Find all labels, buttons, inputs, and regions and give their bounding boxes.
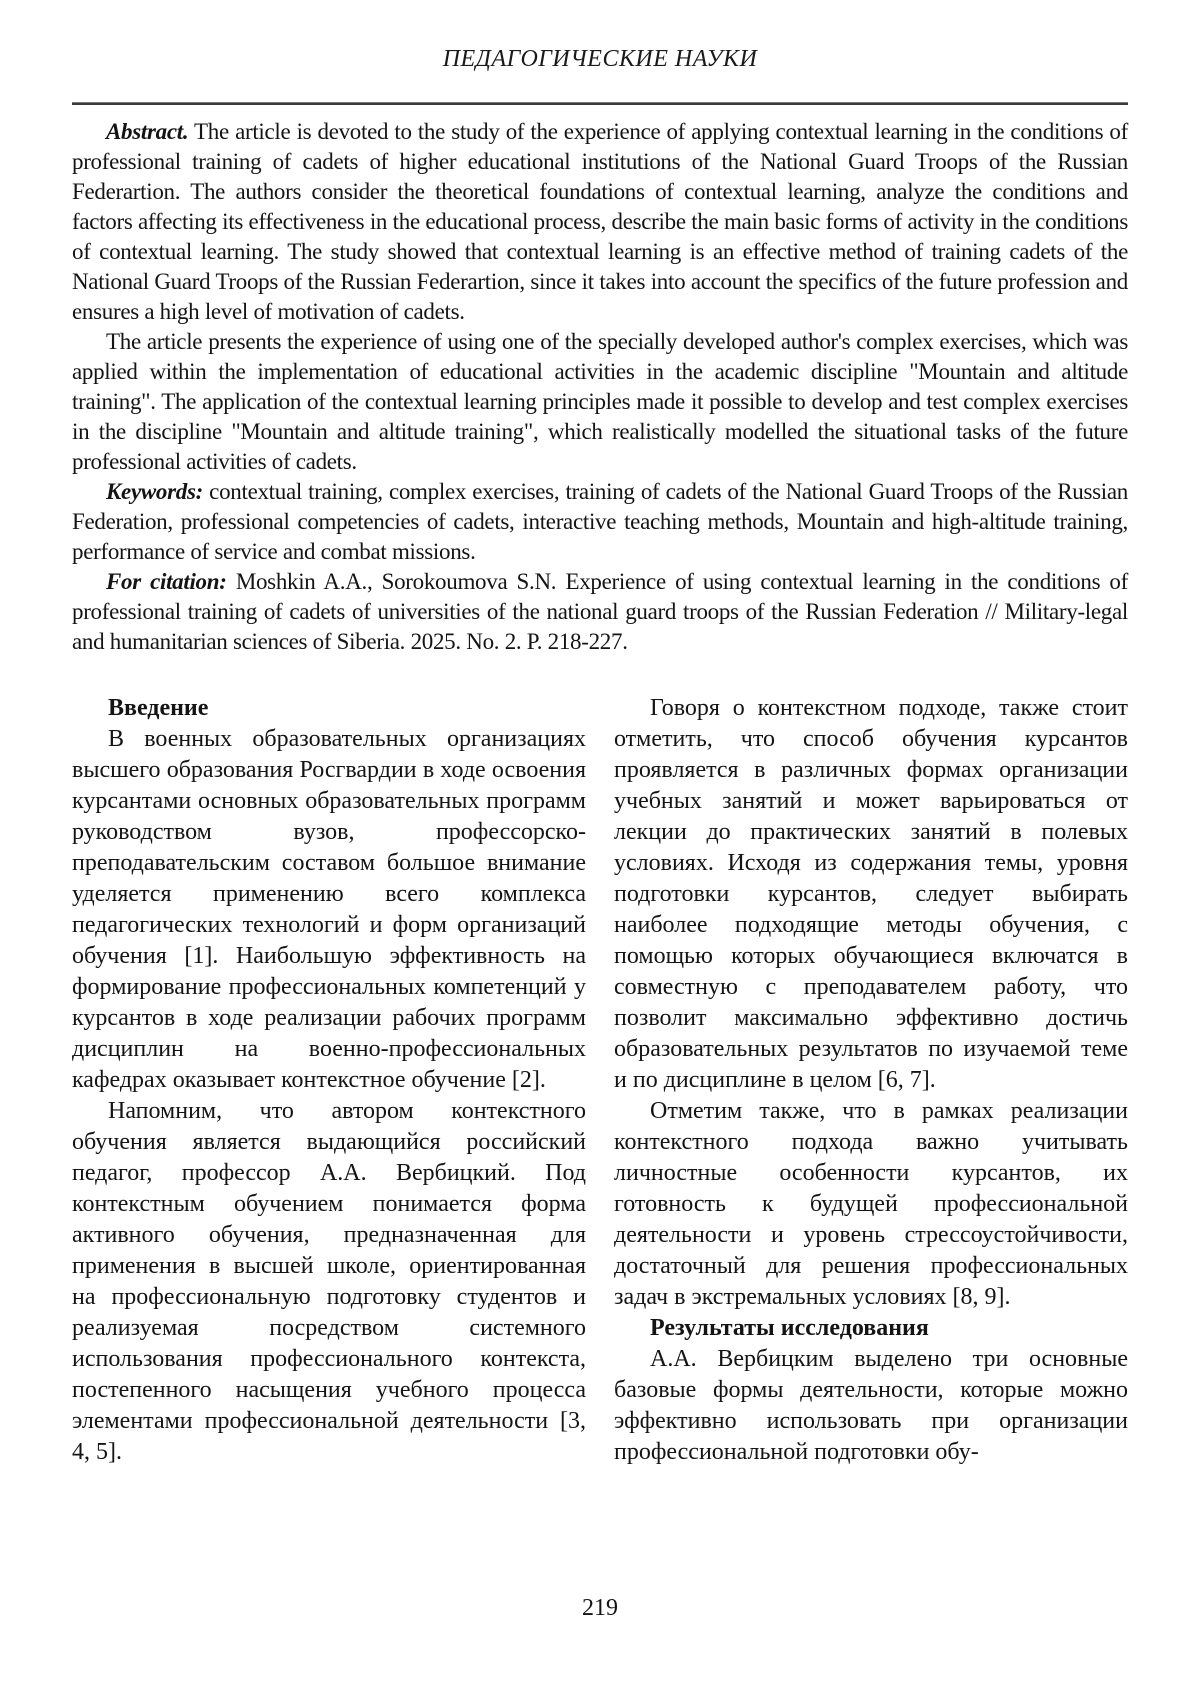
running-head: ПЕДАГОГИЧЕСКИЕ НАУКИ <box>442 46 758 72</box>
keywords-paragraph <box>72 477 1128 567</box>
right-column <box>614 693 1128 1468</box>
experience-paragraph: The article presents the experience of using one of the specially developed author's complex exercises, which was applied within the implementation of educational activities in the academic discipline "Mountain and altitude training". The application of the contextual learning principles made it possible to develop and test complex exercises in the discipline "Mountain and altitude training", which realistically modelled the situational tasks of the future professional activities of cadets. <box>72 329 1128 474</box>
right-paragraph-2: Отметим также, что в рамках реализации контекстного подхода важно учитывать личностные особенности курсантов, их готовность к будущей профессиональной деятельности и уровень стрессоустойчивости, достаточный для решения профессиональных задач в экстремальных условиях [8, 9]. <box>614 1098 1128 1310</box>
left-column <box>72 693 586 1468</box>
right-paragraph-3: А.А. Вербицким выделено три основные базовые формы деятельности, которые можно эффективно использовать при организации профессиональной подготовки обу- <box>614 1346 1128 1465</box>
right-paragraph-1: Говоря о контекстном подходе, также стоит отметить, что способ обучения курсантов проявляется в различных формах организации учебных занятий и может варьироваться от лекции до практических занятий в полевых условиях. Исходя из содержания темы, уровня подготовки курсантов, следует выбирать наиболее подходящие методы обучения, с помощью которых обучающиеся включатся в совместную с преподавателем работу, что позволит максимально эффективно достичь образовательных результатов по изучаемой теме и по дисциплине в целом [6, 7]. <box>614 695 1128 1093</box>
citation-paragraph <box>72 567 1128 657</box>
left-paragraph-1: В военных образовательных организациях высшего образования Росгвардии в ходе освоения курсантами основных образовательных программ руководством вузов, профессорско-преподавательским составом большое внимание уделяется применению всего комплекса педагогических технологий и форм организаций обучения [1]. Наибольшую эффективность на формирование профессиональных компетенций у курсантов в ходе реализации рабочих программ дисциплин на военно-профессиональных кафедрах оказывает контекстное обучение [2]. <box>72 726 586 1093</box>
abstract-paragraph <box>72 117 1128 327</box>
left-paragraph-2: Напомним, что автором контекстного обучения является выдающийся российский педагог, профессор А.А. Вербицкий. Под контекстным обучением понимается форма активного обучения, предназначенная для применения в высшей школе, ориентированная на профессиональную подготовку студентов и реализуемая посредством системного использования профессионального контекста, постепенного насыщения учебного процесса элементами профессиональной деятельности [3, 4, 5]. <box>72 1098 586 1465</box>
results-heading: Результаты исследования <box>650 1315 929 1341</box>
abstract-label: Abstract. <box>106 119 189 144</box>
page-number: 219 <box>582 1595 618 1621</box>
citation-label: For citation: <box>106 569 227 594</box>
abstract-text: The article is devoted to the study of the experience of applying contextual learning in the conditions of professional training of cadets of higher educational institutions of the National Guard Troops of the Russian Federartion. The authors consider the theoretical foundations of contextual learning, analyze the conditions and factors affecting its effectiveness in the educational process, describe the main basic forms of activity in the conditions of contextual learning. The study showed that contextual learning is an effective method of training cadets of the National Guard Troops of the Russian Federartion, since it takes into account the specifics of the future profession and ensures a high level of motivation of cadets. <box>72 119 1128 324</box>
front-matter <box>72 117 1128 657</box>
header-rule <box>72 102 1128 105</box>
introduction-heading: Введение <box>108 695 209 721</box>
citation-text: Moshkin A.A., Sorokoumova S.N. Experience of using contextual learning in the conditions of professional training of cadets of universities of the national guard troops of the Russian Federation // Military-legal and humanitarian sciences of Siberia. 2025. No. 2. P. 218-227. <box>72 569 1128 654</box>
keywords-text: contextual training, complex exercises, training of cadets of the National Guard Troops of the Russian Federation, professional competencies of cadets, interactive teaching methods, Mountain and high-altitude training, performance of service and combat missions. <box>72 479 1128 564</box>
keywords-label: Keywords: <box>106 479 203 504</box>
two-column-body <box>72 693 1128 1468</box>
